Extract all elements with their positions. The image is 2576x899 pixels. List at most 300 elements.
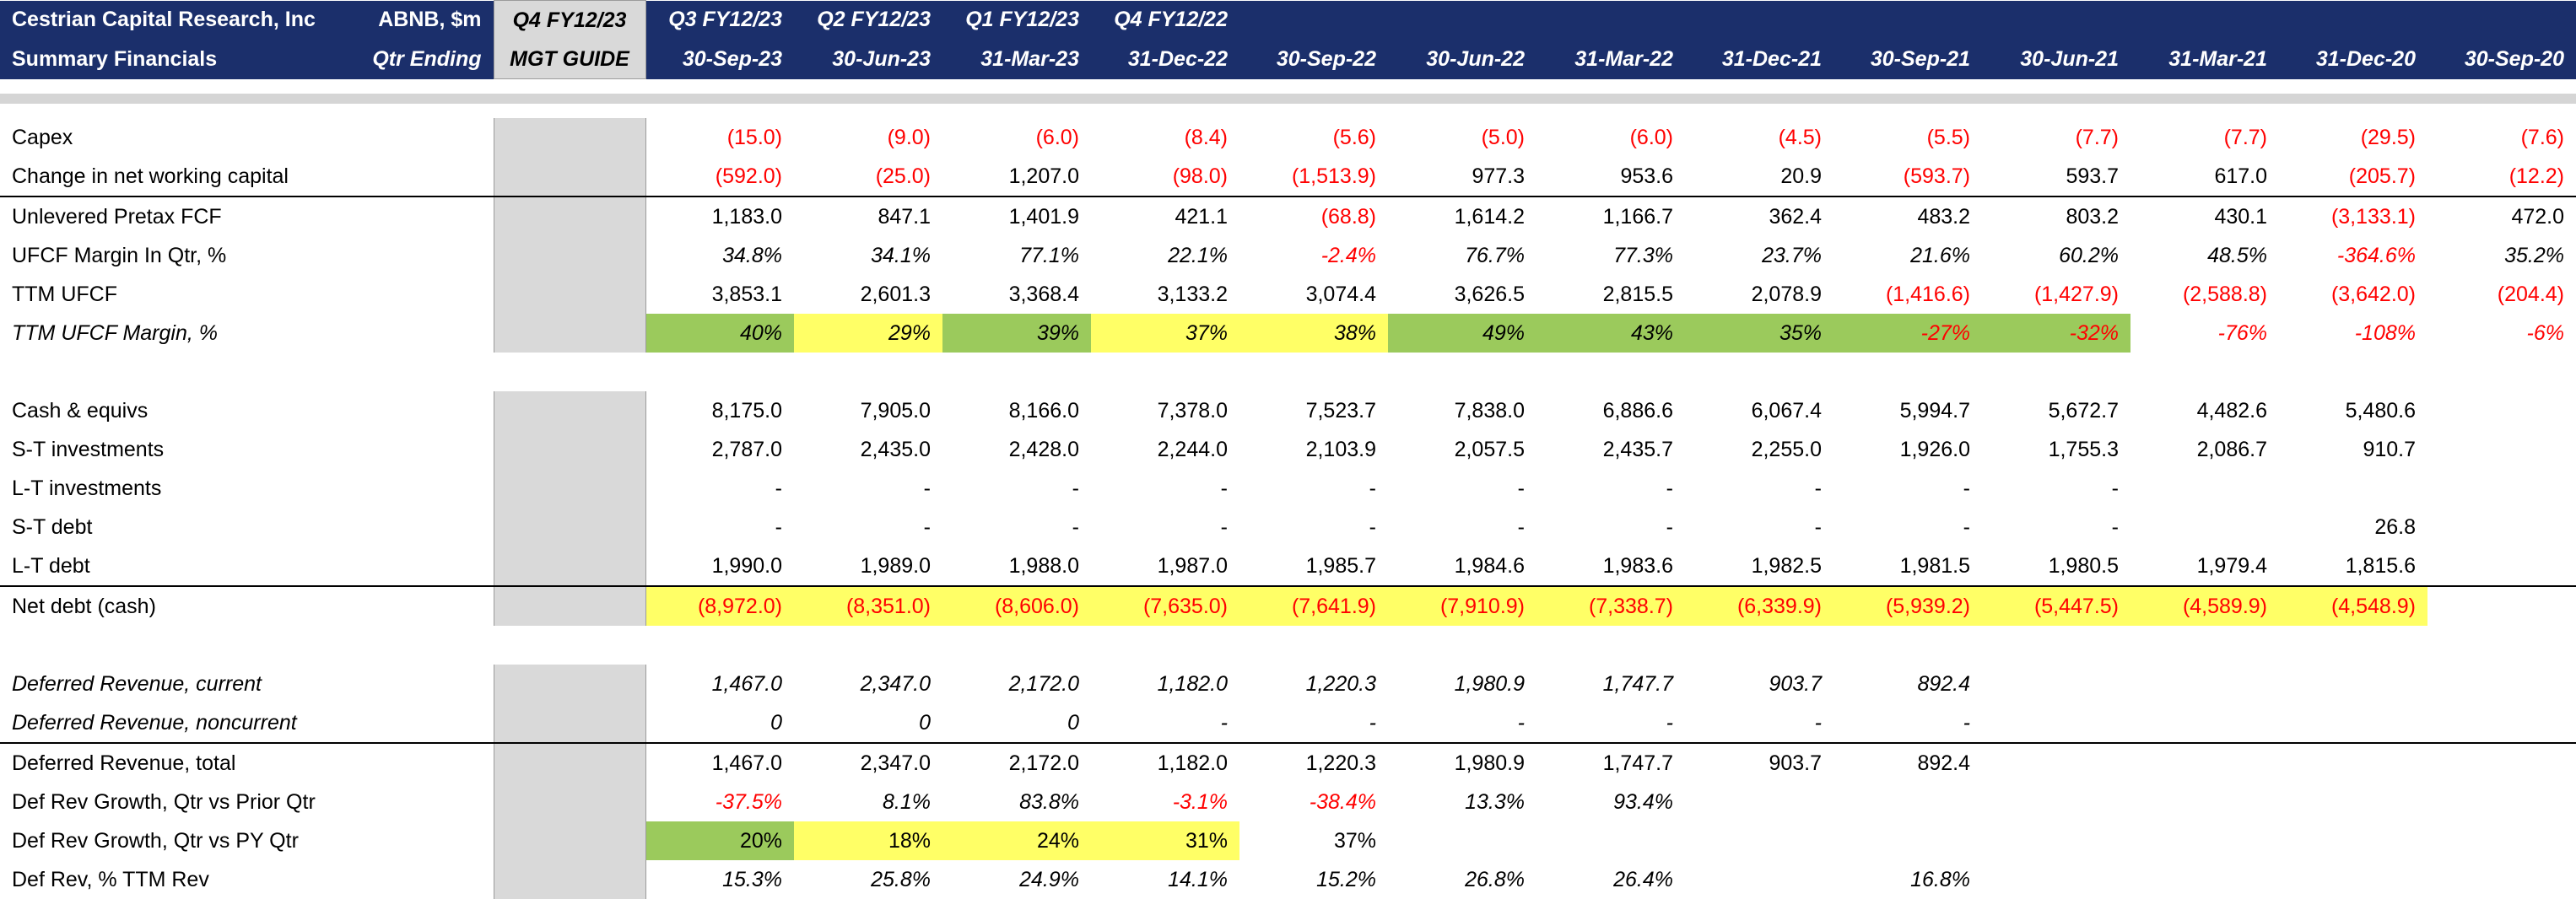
cell-r6-c0[interactable]: 8,175.0 (711, 398, 782, 423)
cell-r1-c1[interactable]: (25.0) (875, 164, 931, 188)
cell-r12-c6[interactable]: 1,747.7 (1602, 671, 1673, 696)
cell-r15-c4[interactable]: -38.4% (1309, 789, 1376, 814)
row-mgt-guide-cell[interactable] (494, 157, 645, 196)
cell-r11-c6[interactable]: (7,338.7) (1536, 586, 1685, 626)
cell-r5-c7[interactable]: 35% (1685, 314, 1833, 353)
cell-r4-c11[interactable]: (3,642.0) (2330, 282, 2416, 306)
row-mgt-guide-cell[interactable] (494, 821, 645, 860)
cell-r16-c1[interactable]: 18% (794, 821, 942, 860)
cell-r10-c4[interactable]: 1,985.7 (1305, 553, 1376, 578)
cell-r0-c2[interactable]: (6.0) (1035, 125, 1079, 149)
cell-r6-c8[interactable]: 5,994.7 (1899, 398, 1970, 423)
row-mgt-guide-cell[interactable] (494, 430, 645, 469)
cell-r13-c6[interactable]: - (1666, 710, 1673, 735)
cell-r7-c3[interactable]: 2,244.0 (1157, 437, 1228, 461)
cell-r10-c2[interactable]: 1,988.0 (1008, 553, 1079, 578)
cell-r11-c9[interactable]: (5,447.5) (1982, 586, 2130, 626)
cell-r4-c3[interactable]: 3,133.2 (1157, 282, 1228, 306)
cell-r13-c0[interactable]: 0 (770, 710, 782, 735)
row-label: Def Rev, % TTM Rev (12, 867, 209, 891)
cell-r2-c3[interactable]: 421.1 (1091, 196, 1239, 236)
cell-r0-c10[interactable]: (7.7) (2223, 125, 2267, 149)
row-units-cell (338, 546, 494, 586)
row-units-cell (338, 275, 494, 314)
cell-r17-c11[interactable] (2279, 860, 2427, 899)
column-header-date-8: 30-Sep-21 (1833, 40, 1982, 79)
cell-r9-c10[interactable] (2130, 508, 2279, 546)
cell-r0-c11[interactable]: (29.5) (2360, 125, 2416, 149)
cell-r14-c12[interactable] (2427, 743, 2576, 783)
cell-r3-c8[interactable]: 21.6% (1910, 243, 1970, 267)
cell-r0-c5[interactable]: (5.0) (1481, 125, 1525, 149)
row-label: Deferred Revenue, noncurrent (12, 710, 297, 735)
scroll-strip-track[interactable] (0, 94, 2576, 104)
cell-r2-c1[interactable]: 847.1 (794, 196, 942, 236)
cell-r3-c10[interactable]: 48.5% (2207, 243, 2267, 267)
cell-r14-c7[interactable]: 903.7 (1685, 743, 1833, 783)
cell-r12-c0[interactable]: 1,467.0 (711, 671, 782, 696)
cell-r9-c0[interactable]: - (775, 514, 782, 539)
cell-r9-c5[interactable]: - (1517, 514, 1525, 539)
cell-r4-c9[interactable]: (1,427.9) (2033, 282, 2119, 306)
cell-r5-c8[interactable]: -27% (1833, 314, 1982, 353)
spacer-row (0, 353, 2576, 391)
cell-r17-c1[interactable]: 25.8% (871, 867, 931, 891)
cell-r7-c2[interactable]: 2,428.0 (1008, 437, 1079, 461)
cell-r16-c2[interactable]: 24% (942, 821, 1091, 860)
cell-r6-c7[interactable]: 6,067.4 (1751, 398, 1822, 423)
cell-r5-c12[interactable]: -6% (2526, 320, 2564, 345)
cell-r7-c6[interactable]: 2,435.7 (1602, 437, 1673, 461)
cell-r2-c2[interactable]: 1,401.9 (942, 196, 1091, 236)
cell-r6-c1[interactable]: 7,905.0 (860, 398, 931, 423)
cell-r7-c8[interactable]: 1,926.0 (1899, 437, 1970, 461)
cell-r4-c6[interactable]: 2,815.5 (1602, 282, 1673, 306)
units-label: ABNB, $m (338, 1, 494, 40)
cell-r12-c8[interactable]: 892.4 (1917, 671, 1970, 696)
table-row (0, 196, 2576, 236)
table-row (0, 118, 2576, 157)
cell-r2-c7[interactable]: 362.4 (1685, 196, 1833, 236)
column-header-date-5: 30-Jun-22 (1388, 40, 1536, 79)
row-units-cell (338, 860, 494, 899)
cell-r12-c12[interactable] (2427, 665, 2576, 703)
cell-r7-c10[interactable]: 2,086.7 (2196, 437, 2267, 461)
cell-r17-c10[interactable] (2130, 860, 2279, 899)
cell-r17-c8[interactable]: 16.8% (1910, 867, 1970, 891)
row-mgt-guide-cell[interactable] (494, 236, 645, 275)
header-spacer-row (0, 79, 2576, 119)
cell-r3-c2[interactable]: 77.1% (1019, 243, 1079, 267)
cell-r14-c2[interactable]: 2,172.0 (942, 743, 1091, 783)
cell-r17-c0[interactable]: 15.3% (722, 867, 782, 891)
cell-r11-c1[interactable]: (8,351.0) (794, 586, 942, 626)
header-row-quarter (0, 1, 2576, 40)
cell-r4-c5[interactable]: 3,626.5 (1454, 282, 1525, 306)
cell-r8-c5[interactable]: - (1517, 476, 1525, 500)
cell-r6-c4[interactable]: 7,523.7 (1305, 398, 1376, 423)
row-mgt-guide-cell[interactable] (494, 703, 645, 743)
cell-r1-c10[interactable]: 617.0 (2214, 164, 2267, 188)
cell-r10-c8[interactable]: 1,981.5 (1899, 553, 1970, 578)
cell-r12-c5[interactable]: 1,980.9 (1454, 671, 1525, 696)
cell-r6-c11[interactable]: 5,480.6 (2345, 398, 2416, 423)
cell-r5-c9[interactable]: -32% (1982, 314, 2130, 353)
cell-r2-c6[interactable]: 1,166.7 (1536, 196, 1685, 236)
cell-r0-c12[interactable]: (7.6) (2520, 125, 2564, 149)
row-label: TTM UFCF (12, 282, 117, 306)
cell-r5-c11[interactable]: -108% (2354, 320, 2416, 345)
column-header-quarter-1: Q2 FY12/23 (794, 1, 942, 40)
spacer-row (0, 626, 2576, 665)
cell-r1-c12[interactable]: (12.2) (2508, 164, 2564, 188)
cell-r17-c9[interactable] (1982, 860, 2130, 899)
cell-r11-c11[interactable]: (4,548.9) (2279, 586, 2427, 626)
cell-r3-c6[interactable]: 77.3% (1613, 243, 1673, 267)
cell-r0-c4[interactable]: (5.6) (1332, 125, 1376, 149)
cell-r17-c6[interactable]: 26.4% (1613, 867, 1673, 891)
cell-r7-c12[interactable] (2427, 430, 2576, 469)
row-mgt-guide-cell[interactable] (494, 665, 645, 703)
cell-r8-c3[interactable]: - (1220, 476, 1228, 500)
cell-r12-c11[interactable] (2279, 665, 2427, 703)
cell-r10-c7[interactable]: 1,982.5 (1751, 553, 1822, 578)
cell-r10-c0[interactable]: 1,990.0 (711, 553, 782, 578)
row-units-cell (338, 314, 494, 353)
cell-r8-c2[interactable]: - (1072, 476, 1079, 500)
cell-r14-c11[interactable] (2279, 743, 2427, 783)
cell-r2-c11[interactable]: (3,133.1) (2279, 196, 2427, 236)
cell-r1-c6[interactable]: 953.6 (1620, 164, 1673, 188)
cell-r12-c2[interactable]: 2,172.0 (1008, 671, 1079, 696)
cell-r13-c5[interactable]: - (1517, 710, 1525, 735)
cell-r0-c1[interactable]: (9.0) (887, 125, 931, 149)
cell-r5-c1[interactable]: 29% (794, 314, 942, 353)
cell-r17-c5[interactable]: 26.8% (1465, 867, 1525, 891)
cell-r16-c3[interactable]: 31% (1091, 821, 1239, 860)
cell-r16-c11[interactable] (2279, 821, 2427, 860)
cell-r1-c8[interactable]: (593.7) (1903, 164, 1970, 188)
column-header-date-3: 31-Dec-22 (1091, 40, 1239, 79)
cell-r6-c2[interactable]: 8,166.0 (1008, 398, 1079, 423)
cell-r13-c10[interactable] (2130, 703, 2279, 743)
cell-r14-c5[interactable]: 1,980.9 (1388, 743, 1536, 783)
cell-r6-c6[interactable]: 6,886.6 (1602, 398, 1673, 423)
row-label: Def Rev Growth, Qtr vs PY Qtr (12, 828, 299, 853)
cell-r16-c5[interactable] (1388, 821, 1536, 860)
row-mgt-guide-cell[interactable] (494, 314, 645, 353)
cell-r15-c10[interactable] (2130, 783, 2279, 821)
cell-r5-c5[interactable]: 49% (1388, 314, 1536, 353)
cell-r15-c12[interactable] (2427, 783, 2576, 821)
row-mgt-guide-cell[interactable] (494, 196, 645, 236)
cell-r8-c0[interactable]: - (775, 476, 782, 500)
cell-r14-c6[interactable]: 1,747.7 (1536, 743, 1685, 783)
table-row (0, 546, 2576, 586)
cell-r11-c0[interactable]: (8,972.0) (645, 586, 794, 626)
cell-r10-c11[interactable]: 1,815.6 (2345, 553, 2416, 578)
cell-r3-c11[interactable]: -364.6% (2336, 243, 2416, 267)
cell-r5-c4[interactable]: 38% (1239, 314, 1388, 353)
row-mgt-guide-cell[interactable] (494, 783, 645, 821)
mgt-guide-label: MGT GUIDE (494, 40, 645, 79)
spacer-cell (0, 353, 2576, 391)
cell-r0-c7[interactable]: (4.5) (1778, 125, 1822, 149)
cell-r17-c7[interactable] (1685, 860, 1833, 899)
row-label: Net debt (cash) (0, 586, 338, 626)
cell-r5-c2[interactable]: 39% (942, 314, 1091, 353)
cell-r1-c3[interactable]: (98.0) (1172, 164, 1228, 188)
cell-r12-c10[interactable] (2130, 665, 2279, 703)
cell-r0-c3[interactable]: (8.4) (1184, 125, 1228, 149)
row-units-cell (338, 469, 494, 508)
cell-r2-c0[interactable]: 1,183.0 (645, 196, 794, 236)
cell-r8-c7[interactable]: - (1814, 476, 1822, 500)
cell-r4-c7[interactable]: 2,078.9 (1751, 282, 1822, 306)
cell-r3-c0[interactable]: 34.8% (722, 243, 782, 267)
cell-r11-c3[interactable]: (7,635.0) (1091, 586, 1239, 626)
cell-r12-c3[interactable]: 1,182.0 (1157, 671, 1228, 696)
cell-r2-c5[interactable]: 1,614.2 (1388, 196, 1536, 236)
cell-r6-c12[interactable] (2427, 391, 2576, 430)
cell-r7-c7[interactable]: 2,255.0 (1751, 437, 1822, 461)
row-units-cell (338, 236, 494, 275)
cell-r2-c8[interactable]: 483.2 (1833, 196, 1982, 236)
cell-r9-c3[interactable]: - (1220, 514, 1228, 539)
cell-r8-c1[interactable]: - (923, 476, 931, 500)
cell-r1-c11[interactable]: (205.7) (2348, 164, 2416, 188)
horizontal-scroll-strip[interactable] (0, 79, 2576, 119)
cell-r0-c0[interactable]: (15.0) (726, 125, 782, 149)
row-mgt-guide-cell[interactable] (494, 118, 645, 157)
cell-r14-c3[interactable]: 1,182.0 (1091, 743, 1239, 783)
table-row (0, 665, 2576, 703)
cell-r7-c1[interactable]: 2,435.0 (860, 437, 931, 461)
cell-r10-c3[interactable]: 1,987.0 (1157, 553, 1228, 578)
cell-r14-c1[interactable]: 2,347.0 (794, 743, 942, 783)
cell-r9-c12[interactable] (2427, 508, 2576, 546)
cell-r11-c8[interactable]: (5,939.2) (1833, 586, 1982, 626)
cell-r10-c1[interactable]: 1,989.0 (860, 553, 931, 578)
cell-r11-c10[interactable]: (4,589.9) (2130, 586, 2279, 626)
table-row (0, 743, 2576, 783)
cell-r10-c6[interactable]: 1,983.6 (1602, 553, 1673, 578)
cell-r4-c0[interactable]: 3,853.1 (711, 282, 782, 306)
cell-r15-c5[interactable]: 13.3% (1465, 789, 1525, 814)
cell-r15-c7[interactable] (1685, 783, 1833, 821)
cell-r16-c4[interactable]: 37% (1333, 828, 1376, 853)
cell-r15-c1[interactable]: 8.1% (883, 789, 931, 814)
cell-r15-c2[interactable]: 83.8% (1019, 789, 1079, 814)
cell-r11-c5[interactable]: (7,910.9) (1388, 586, 1536, 626)
cell-r9-c4[interactable]: - (1369, 514, 1376, 539)
cell-r4-c1[interactable]: 2,601.3 (860, 282, 931, 306)
cell-r6-c9[interactable]: 5,672.7 (2048, 398, 2119, 423)
cell-r1-c9[interactable]: 593.7 (2066, 164, 2119, 188)
column-header-quarter-5 (1388, 1, 1536, 40)
cell-r8-c12[interactable] (2427, 469, 2576, 508)
cell-r15-c11[interactable] (2279, 783, 2427, 821)
cell-r10-c9[interactable]: 1,980.5 (2048, 553, 2119, 578)
table-row (0, 236, 2576, 275)
cell-r1-c2[interactable]: 1,207.0 (1008, 164, 1079, 188)
cell-r7-c0[interactable]: 2,787.0 (711, 437, 782, 461)
cell-r17-c2[interactable]: 24.9% (1019, 867, 1079, 891)
cell-r9-c9[interactable]: - (2111, 514, 2119, 539)
column-header-date-0: 30-Sep-23 (645, 40, 794, 79)
column-header-date-9: 30-Jun-21 (1982, 40, 2130, 79)
row-label: S-T investments (12, 437, 165, 461)
cell-r6-c3[interactable]: 7,378.0 (1157, 398, 1228, 423)
cell-r14-c0[interactable]: 1,467.0 (645, 743, 794, 783)
column-header-quarter-0: Q3 FY12/23 (645, 1, 794, 40)
row-units-cell (338, 391, 494, 430)
cell-r10-c12[interactable] (2427, 546, 2576, 586)
cell-r8-c8[interactable]: - (1963, 476, 1970, 500)
cell-r1-c7[interactable]: 20.9 (1780, 164, 1822, 188)
cell-r5-c10[interactable]: -76% (2217, 320, 2267, 345)
cell-r4-c2[interactable]: 3,368.4 (1008, 282, 1079, 306)
cell-r2-c10[interactable]: 430.1 (2130, 196, 2279, 236)
row-mgt-guide-cell[interactable] (494, 508, 645, 546)
cell-r6-c10[interactable]: 4,482.6 (2196, 398, 2267, 423)
row-label: Cash & equivs (12, 398, 149, 423)
cell-r14-c10[interactable] (2130, 743, 2279, 783)
cell-r13-c2[interactable]: 0 (1067, 710, 1079, 735)
column-header-date-7: 31-Dec-21 (1685, 40, 1833, 79)
cell-r13-c3[interactable]: - (1220, 710, 1228, 735)
cell-r13-c11[interactable] (2279, 703, 2427, 743)
row-mgt-guide-cell[interactable] (494, 469, 645, 508)
row-mgt-guide-cell[interactable] (494, 860, 645, 899)
cell-r0-c9[interactable]: (7.7) (2075, 125, 2119, 149)
cell-r17-c3[interactable]: 14.1% (1168, 867, 1228, 891)
cell-r8-c4[interactable]: - (1369, 476, 1376, 500)
cell-r16-c9[interactable] (1982, 821, 2130, 860)
row-mgt-guide-cell[interactable] (494, 546, 645, 586)
row-label: Change in net working capital (12, 164, 289, 188)
cell-r1-c5[interactable]: 977.3 (1472, 164, 1525, 188)
cell-r3-c9[interactable]: 60.2% (2059, 243, 2119, 267)
cell-r13-c7[interactable]: - (1814, 710, 1822, 735)
column-header-quarter-3: Q4 FY12/22 (1091, 1, 1239, 40)
row-mgt-guide-cell[interactable] (494, 743, 645, 783)
cell-r7-c4[interactable]: 2,103.9 (1305, 437, 1376, 461)
cell-r13-c12[interactable] (2427, 703, 2576, 743)
cell-r14-c8[interactable]: 892.4 (1833, 743, 1982, 783)
cell-r10-c10[interactable]: 1,979.4 (2196, 553, 2267, 578)
cell-r9-c11[interactable]: 26.8 (2374, 514, 2416, 539)
cell-r15-c0[interactable]: -37.5% (715, 789, 782, 814)
cell-r12-c4[interactable]: 1,220.3 (1305, 671, 1376, 696)
cell-r11-c12[interactable] (2427, 586, 2576, 626)
cell-r13-c4[interactable]: - (1369, 710, 1376, 735)
cell-r11-c4[interactable]: (7,641.9) (1239, 586, 1388, 626)
cell-r8-c9[interactable]: - (2111, 476, 2119, 500)
header-row-date (0, 40, 2576, 79)
cell-r3-c3[interactable]: 22.1% (1168, 243, 1228, 267)
cell-r4-c8[interactable]: (1,416.6) (1885, 282, 1970, 306)
cell-r0-c6[interactable]: (6.0) (1629, 125, 1673, 149)
cell-r7-c11[interactable]: 910.7 (2363, 437, 2416, 461)
cell-r15-c9[interactable] (1982, 783, 2130, 821)
column-header-quarter-9 (1982, 1, 2130, 40)
cell-r7-c5[interactable]: 2,057.5 (1454, 437, 1525, 461)
column-header-quarter-6 (1536, 1, 1685, 40)
cell-r16-c8[interactable] (1833, 821, 1982, 860)
cell-r15-c3[interactable]: -3.1% (1172, 789, 1228, 814)
cell-r17-c4[interactable]: 15.2% (1316, 867, 1376, 891)
cell-r11-c2[interactable]: (8,606.0) (942, 586, 1091, 626)
cell-r12-c9[interactable] (1982, 665, 2130, 703)
cell-r9-c6[interactable]: - (1666, 514, 1673, 539)
cell-r1-c4[interactable]: (1,513.9) (1291, 164, 1376, 188)
cell-r9-c7[interactable]: - (1814, 514, 1822, 539)
cell-r16-c7[interactable] (1685, 821, 1833, 860)
cell-r2-c12[interactable]: 472.0 (2427, 196, 2576, 236)
cell-r3-c4[interactable]: -2.4% (1320, 243, 1376, 267)
cell-r8-c10[interactable] (2130, 469, 2279, 508)
cell-r13-c8[interactable]: - (1963, 710, 1970, 735)
cell-r16-c10[interactable] (2130, 821, 2279, 860)
cell-r5-c0[interactable]: 40% (645, 314, 794, 353)
cell-r3-c7[interactable]: 23.7% (1762, 243, 1822, 267)
cell-r6-c5[interactable]: 7,838.0 (1454, 398, 1525, 423)
cell-r9-c8[interactable]: - (1963, 514, 1970, 539)
cell-r9-c2[interactable]: - (1072, 514, 1079, 539)
cell-r14-c9[interactable] (1982, 743, 2130, 783)
cell-r15-c6[interactable]: 93.4% (1613, 789, 1673, 814)
cell-r16-c6[interactable] (1536, 821, 1685, 860)
row-units-cell (338, 508, 494, 546)
cell-r9-c1[interactable]: - (923, 514, 931, 539)
cell-r12-c7[interactable]: 903.7 (1769, 671, 1822, 696)
cell-r15-c8[interactable] (1833, 783, 1982, 821)
row-units-cell (338, 703, 494, 743)
row-mgt-guide-cell[interactable] (494, 586, 645, 626)
cell-r3-c12[interactable]: 35.2% (2504, 243, 2564, 267)
cell-r17-c12[interactable] (2427, 860, 2576, 899)
cell-r4-c12[interactable]: (204.4) (2497, 282, 2564, 306)
cell-r7-c9[interactable]: 1,755.3 (2048, 437, 2119, 461)
cell-r1-c0[interactable]: (592.0) (715, 164, 782, 188)
cell-r16-c0[interactable]: 20% (645, 821, 794, 860)
cell-r8-c11[interactable] (2279, 469, 2427, 508)
cell-r10-c5[interactable]: 1,984.6 (1454, 553, 1525, 578)
cell-r2-c4[interactable]: (68.8) (1239, 196, 1388, 236)
cell-r5-c6[interactable]: 43% (1536, 314, 1685, 353)
cell-r3-c5[interactable]: 76.7% (1465, 243, 1525, 267)
cell-r12-c1[interactable]: 2,347.0 (860, 671, 931, 696)
row-label: L-T debt (12, 553, 90, 578)
cell-r11-c7[interactable]: (6,339.9) (1685, 586, 1833, 626)
cell-r14-c4[interactable]: 1,220.3 (1239, 743, 1388, 783)
row-mgt-guide-cell[interactable] (494, 275, 645, 314)
cell-r13-c1[interactable]: 0 (919, 710, 931, 735)
cell-r3-c1[interactable]: 34.1% (871, 243, 931, 267)
column-header-date-4: 30-Sep-22 (1239, 40, 1388, 79)
column-header-quarter-7 (1685, 1, 1833, 40)
cell-r8-c6[interactable]: - (1666, 476, 1673, 500)
cell-r4-c10[interactable]: (2,588.8) (2182, 282, 2267, 306)
cell-r4-c4[interactable]: 3,074.4 (1305, 282, 1376, 306)
row-mgt-guide-cell[interactable] (494, 391, 645, 430)
cell-r13-c9[interactable] (1982, 703, 2130, 743)
cell-r2-c9[interactable]: 803.2 (1982, 196, 2130, 236)
cell-r16-c12[interactable] (2427, 821, 2576, 860)
cell-r0-c8[interactable]: (5.5) (1926, 125, 1970, 149)
cell-r5-c3[interactable]: 37% (1091, 314, 1239, 353)
